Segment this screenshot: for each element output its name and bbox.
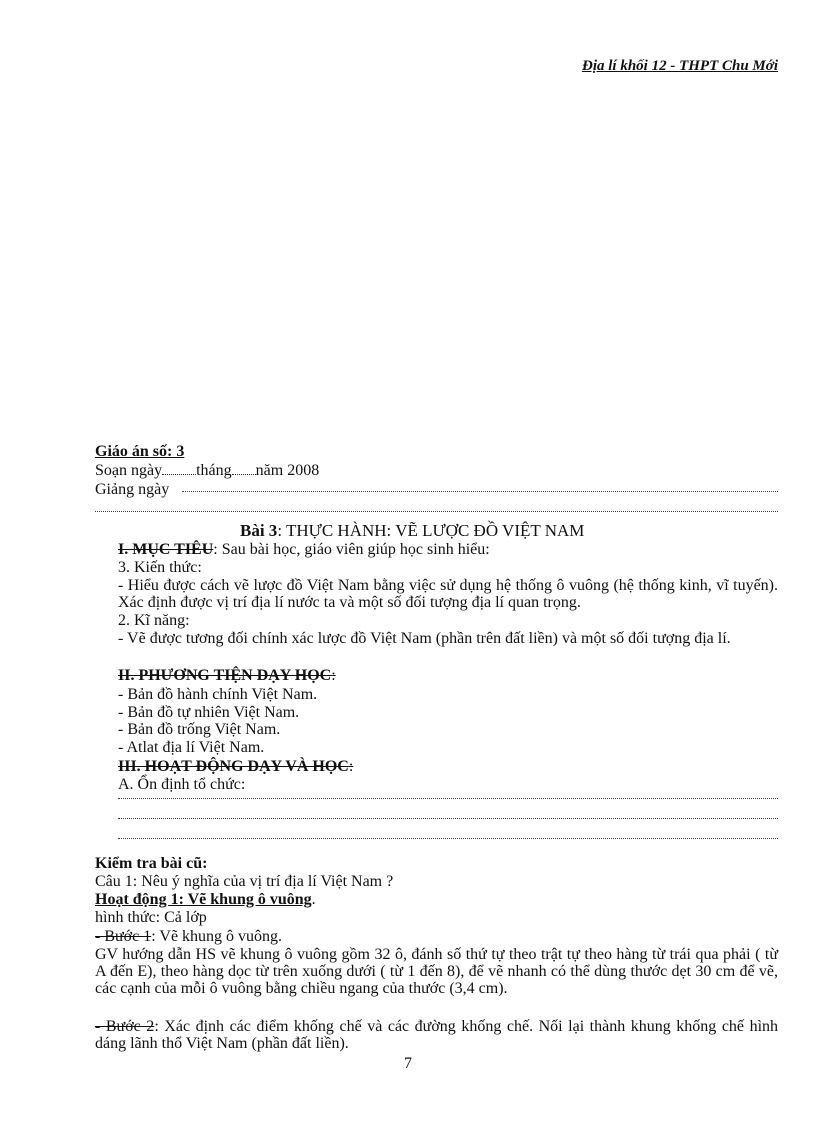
page-number: 7 xyxy=(404,1055,412,1072)
section2-heading: II. PHƯƠNG TIỆN DẠY HỌC: xyxy=(118,667,336,684)
page-header: Địa lí khối 12 - THPT Chu Mới xyxy=(582,58,778,74)
prep-date-prefix: Soạn ngày xyxy=(95,462,163,479)
section1-intro: : Sau bài học, giáo viên giúp học sinh hiểu: xyxy=(213,541,490,558)
lesson-title xyxy=(240,521,584,541)
blank-line xyxy=(118,818,778,819)
activity1-form: hình thức: Cả lớp xyxy=(95,909,207,926)
stabilize-label: A. Ổn định tổ chức: xyxy=(118,776,246,793)
equipment-item: - Bản đồ trống Việt Nam. xyxy=(118,721,281,738)
knowledge-text: - Hiểu được cách vẽ lược đồ Việt Nam bằng việc sử dụng hệ thống ô vuông (hệ thống kinh, vĩ tuyến). Xác định được vị trí địa lí nước ta và một số đối tượng địa lí quan trọng. xyxy=(118,577,778,611)
prep-month: tháng xyxy=(196,462,232,479)
knowledge-label: 3. Kiến thức: xyxy=(118,559,202,576)
teach-date-blank xyxy=(182,491,778,492)
step2-label: - Bước 2 xyxy=(95,1018,155,1035)
separator-dotted-line xyxy=(95,511,778,512)
skills-text: - Vẽ được tương đối chính xác lược đồ Việt Nam (phần trên đất liền) và một số đối tượng địa lí. xyxy=(118,630,731,647)
equipment-item: - Bản đồ tự nhiên Việt Nam. xyxy=(118,704,300,721)
step1-line xyxy=(95,928,282,945)
prep-date-line xyxy=(95,462,319,479)
step1-label: - Bước 1 xyxy=(95,928,152,945)
lesson-plan-number: Giáo án số: 3 xyxy=(95,443,185,460)
blank-line xyxy=(118,798,778,799)
lesson-number: Bài 3 xyxy=(240,521,278,540)
section3-heading: III. HOẠT ĐỘNG DẠY VÀ HỌC: xyxy=(118,758,354,775)
step2-paragraph xyxy=(95,1018,778,1052)
blank-line xyxy=(118,838,778,839)
day-blank xyxy=(162,464,196,475)
teach-date-prefix: Giảng ngày xyxy=(95,481,170,498)
step1-text: : Vẽ khung ô vuông. xyxy=(151,928,283,945)
section1-heading: I. MỤC TIÊU xyxy=(118,541,214,558)
skills-label: 2. Kĩ năng: xyxy=(118,612,190,629)
section3-heading-text: III. HOẠT ĐỘNG DẠY VÀ HỌC xyxy=(118,758,349,775)
activity1-heading-line: Hoạt động 1: Vẽ khung ô vuông. xyxy=(95,891,316,908)
step2-text: : Xác định các điểm khống chế và các đường khống chế. Nối lại thành khung khống chế hình dáng lãnh thổ Việt Nam (phần đất liền). xyxy=(95,1018,779,1052)
review-heading: Kiểm tra bài cũ: xyxy=(95,855,208,872)
section1-line xyxy=(118,541,490,558)
activity1-heading: Hoạt động 1: Vẽ khung ô vuông xyxy=(95,891,312,908)
equipment-item: - Atlat địa lí Việt Nam. xyxy=(118,739,265,756)
teach-date-line xyxy=(95,481,169,498)
prep-year: năm 2008 xyxy=(255,462,320,479)
gv-instructions: GV hướng dẫn HS vẽ khung ô vuông gồm 32 ô, đánh số thứ tự theo trật tự theo hàng từ trái qua phải ( từ A đến E), theo hàng dọc từ trên xuống dưới ( từ 1 đến 8), để vẽ nhanh có thể dùng thước dẹt 30 cm để vẽ, các cạnh của mỗi ô vuông bằng chiều ngang của thước (3,4 cm). xyxy=(95,946,778,997)
equipment-item: - Bản đồ hành chính Việt Nam. xyxy=(118,686,318,703)
month-blank xyxy=(232,464,256,475)
lesson-title-text: : THỰC HÀNH: VẼ LƯỢC ĐỒ VIỆT NAM xyxy=(277,521,585,540)
section2-heading-text: II. PHƯƠNG TIỆN DẠY HỌC xyxy=(118,667,332,684)
review-question: Câu 1: Nêu ý nghĩa của vị trí địa lí Việt Nam ? xyxy=(95,873,394,890)
